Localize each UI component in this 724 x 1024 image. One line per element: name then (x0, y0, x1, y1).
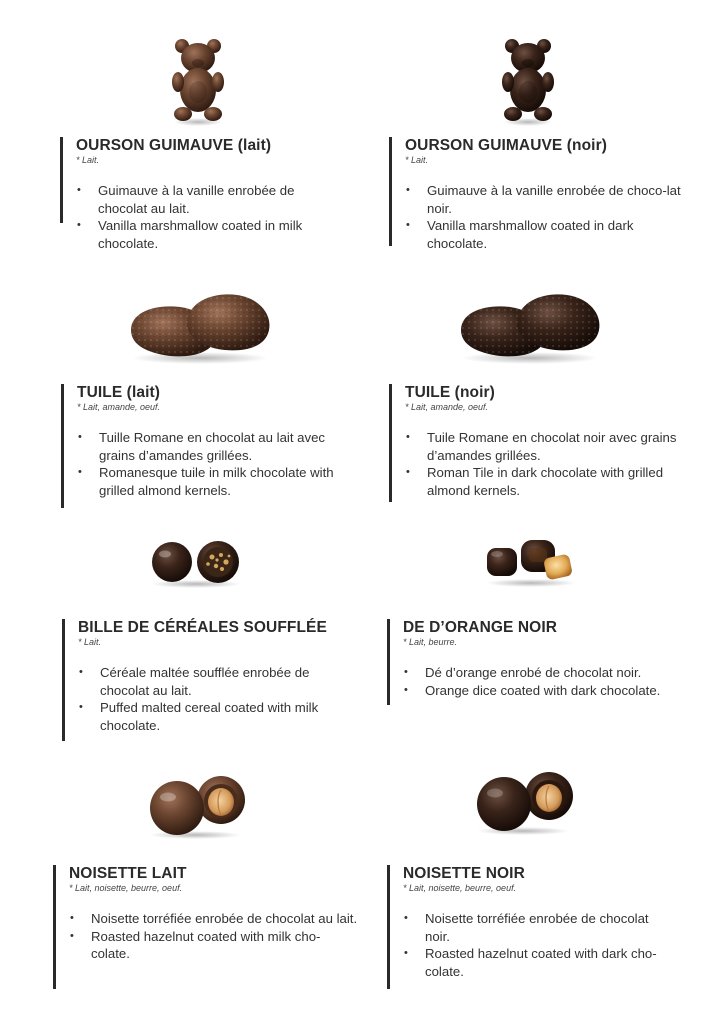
description-en: • Roman Tile in dark chocolate with grilled almond kernels. (405, 464, 689, 499)
allergens-note: * Lait, amande, oeuf. (405, 402, 489, 412)
allergens-note: * Lait. (78, 637, 102, 647)
product-title: NOISETTE NOIR (403, 865, 525, 882)
allergens-note: * Lait, noisette, beurre, oeuf. (403, 883, 517, 893)
description-en: • Vanilla marshmallow coated in dark chocolate. (405, 217, 684, 252)
product-description (405, 429, 689, 499)
description-fr: • Guimauve à la vanille enrobée de chocolat au lait. (76, 182, 335, 217)
product-noisette-noir (387, 865, 677, 989)
product-bille-cereales (62, 619, 362, 741)
product-tuile-noir (389, 384, 689, 502)
description-en: • Puffed malted cereal coated with milk chocolate. (78, 699, 362, 734)
allergens-note: * Lait, amande, oeuf. (77, 402, 161, 412)
allergens-note: * Lait. (405, 155, 429, 165)
milk-chocolate-tuile-icon (125, 290, 275, 365)
description-en: • Vanilla marshmallow coated in milk chocolate. (76, 217, 335, 252)
allergens-note: * Lait. (76, 155, 100, 165)
dark-hazelnut-icon (470, 770, 576, 836)
product-de-orange (387, 619, 687, 705)
product-description (403, 664, 687, 699)
milk-hazelnut-icon (143, 774, 247, 840)
dark-chocolate-bear-icon (498, 36, 558, 126)
milk-chocolate-bear-icon (168, 36, 228, 126)
product-ourson-noir (389, 137, 684, 251)
description-fr: • Dé d’orange enrobé de chocolat noir. (403, 664, 687, 682)
description-fr: • Noisette torréfiée enrobée de chocolat au lait. (69, 910, 358, 928)
product-title: OURSON GUIMAUVE (lait) (76, 137, 272, 154)
description-en: • Roasted hazelnut coated with dark cho-colate. (403, 945, 677, 980)
allergens-note: * Lait, noisette, beurre, oeuf. (69, 883, 183, 893)
product-title: BILLE DE CÉRÉALES SOUFFLÉE (78, 619, 327, 636)
product-description (403, 910, 677, 980)
allergens-note: * Lait, beurre. (403, 637, 458, 647)
product-title: OURSON GUIMAUVE (noir) (405, 137, 607, 154)
product-title: NOISETTE LAIT (69, 865, 187, 882)
description-en: • Romanesque tuile in milk chocolate with grilled almond kernels. (77, 464, 361, 499)
product-description (77, 429, 361, 499)
dark-chocolate-tuile-icon (455, 290, 605, 365)
description-fr: • Céréale maltée soufflée enrobée de chocolat au lait. (78, 664, 362, 699)
product-description (78, 664, 362, 734)
description-en: • Roasted hazelnut coated with milk cho-colate. (69, 928, 358, 963)
product-tuile-lait (61, 384, 361, 508)
product-title: TUILE (noir) (405, 384, 495, 401)
product-ourson-lait (60, 137, 335, 251)
description-fr: • Noisette torréfiée enrobée de chocolat noir. (403, 910, 677, 945)
product-description (69, 910, 358, 963)
orange-dice-icon (481, 536, 581, 588)
product-title: TUILE (lait) (77, 384, 160, 401)
product-description (405, 182, 684, 252)
product-description (76, 182, 335, 252)
product-noisette-lait (53, 865, 358, 989)
description-en: • Orange dice coated with dark chocolate. (403, 682, 687, 700)
description-fr: • Guimauve à la vanille enrobée de choco-lat noir. (405, 182, 684, 217)
product-title: DE D’ORANGE NOIR (403, 619, 558, 636)
description-fr: • Tuille Romane en chocolat au lait avec grains d’amandes grillées. (77, 429, 361, 464)
description-fr: • Tuile Romane en chocolat noir avec grains d’amandes grillées. (405, 429, 689, 464)
cereal-ball-icon (146, 538, 246, 588)
